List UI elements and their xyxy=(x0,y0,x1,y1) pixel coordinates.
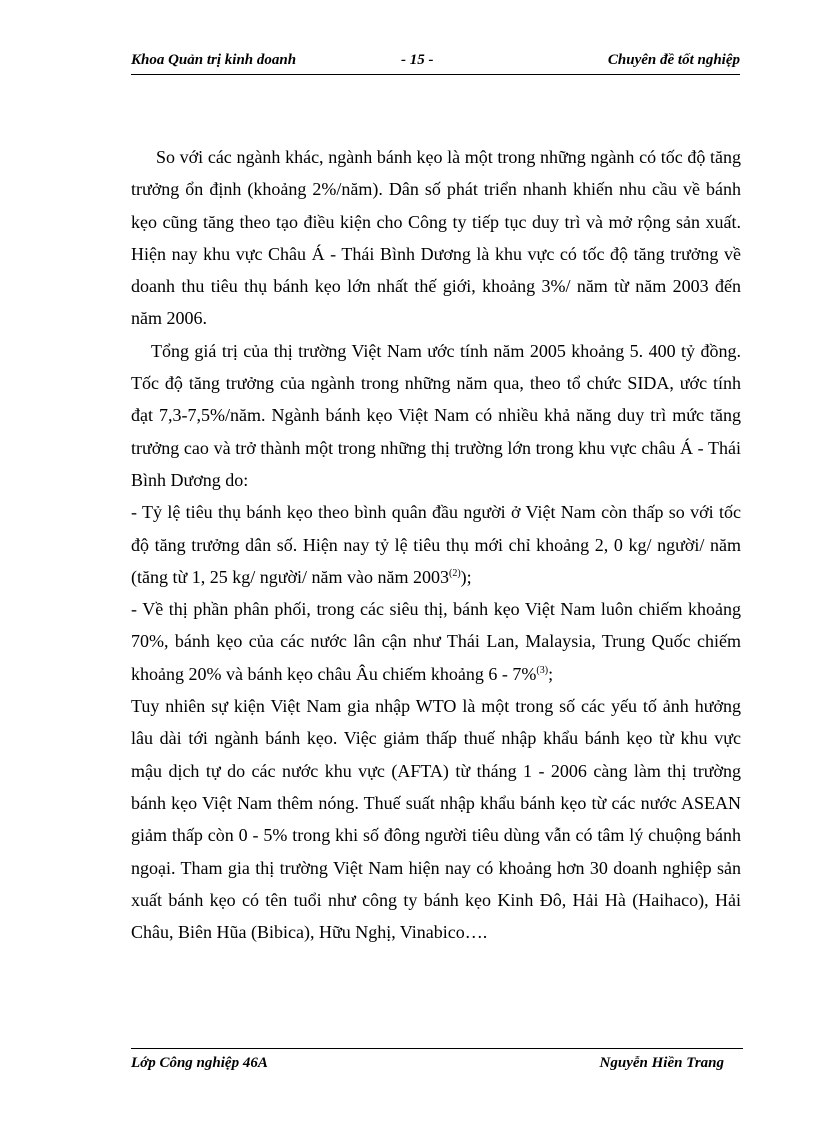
document-body xyxy=(131,141,741,948)
page-footer xyxy=(131,1055,724,1075)
paragraph-text: - Tỷ lệ tiêu thụ bánh kẹo theo bình quân đầu người ở Việt Nam còn thấp so với tốc độ tăng trưởng dân số. Hiện nay tỷ lệ tiêu thụ mới chỉ khoảng 2, 0 kg/ người/ năm (tăng từ 1, 25 kg/ người/ năm vào năm 2003 xyxy=(131,502,741,587)
footnote-ref: (2) xyxy=(449,567,461,579)
bullet-market-share xyxy=(131,593,741,690)
paragraph-wto-impact xyxy=(131,690,741,948)
paragraph-text: So với các ngành khác, ngành bánh kẹo là một trong những ngành có tốc độ tăng trưởng ổn định (khoảng 2%/năm). Dân số phát triển nhanh khiến nhu cầu về bánh kẹo cũng tăng theo tạo điều kiện cho Công ty tiếp tục duy trì và mở rộng sản xuất. Hiện nay khu vực Châu Á - Thái Bình Dương là khu vực có tốc độ tăng trưởng về doanh thu tiêu thụ bánh kẹo lớn nhất thế giới, khoảng 3%/ năm từ năm 2003 đến năm 2006. xyxy=(131,147,741,329)
footer-divider xyxy=(131,1048,743,1049)
footer-class: Lớp Công nghiệp 46A xyxy=(131,1055,268,1071)
header-document-type: Chuyên đề tốt nghiệp xyxy=(607,52,740,68)
paragraph-text: - Về thị phần phân phối, trong các siêu thị, bánh kẹo Việt Nam luôn chiếm khoảng 70%, bánh kẹo của các nước lân cận như Thái Lan, Malaysia, Trung Quốc chiếm khoảng 20% và bánh kẹo châu Âu chiếm khoảng 6 - 7% xyxy=(131,599,741,684)
paragraph-market-value xyxy=(131,335,741,496)
page-header xyxy=(131,52,740,75)
header-department: Khoa Quản trị kinh doanh xyxy=(131,52,297,68)
paragraph-text-end: ); xyxy=(460,566,472,587)
bullet-consumption-rate xyxy=(131,496,741,593)
page-number: - 15 - xyxy=(401,52,434,68)
footnote-ref: (3) xyxy=(536,664,549,676)
paragraph-text: Tổng giá trị của thị trường Việt Nam ước tính năm 2005 khoảng 5. 400 tỷ đồng. Tốc độ tăng trưởng của ngành trong những năm qua, theo tổ chức SIDA, ước tính đạt 7,3-7,5%/năm. Ngành bánh kẹo Việt Nam có nhiều khả năng duy trì mức tăng trưởng cao và trở thành một trong những thị trường lớn trong khu vực châu Á - Thái Bình Dương do: xyxy=(131,340,741,490)
paragraph-text: Tuy nhiên sự kiện Việt Nam gia nhập WTO là một trong số các yếu tố ảnh hưởng lâu dài tới ngành bánh kẹo. Việc giảm thấp thuế nhập khẩu bánh kẹo từ khu vực mậu dịch tự do các nước khu vực (AFTA) từ tháng 1 - 2006 càng làm thị trường bánh kẹo Việt Nam thêm nóng. Thuế suất nhập khẩu bánh kẹo từ các nước ASEAN giảm thấp còn 0 - 5% trong khi số đông người tiêu dùng vẫn có tâm lý chuộng bánh ngoại. Tham gia thị trường Việt Nam hiện nay có khoảng hơn 30 doanh nghiệp sản xuất bánh kẹo có tên tuổi như công ty bánh kẹo Kinh Đô, Hải Hà (Haihaco), Hải Châu, Biên Hũa (Bibica), Hữu Nghị, Vinabico…. xyxy=(131,696,741,943)
paragraph-text-end: ; xyxy=(548,663,554,684)
footer-author: Nguyễn Hiền Trang xyxy=(599,1055,724,1071)
paragraph-industry-growth xyxy=(131,141,741,335)
